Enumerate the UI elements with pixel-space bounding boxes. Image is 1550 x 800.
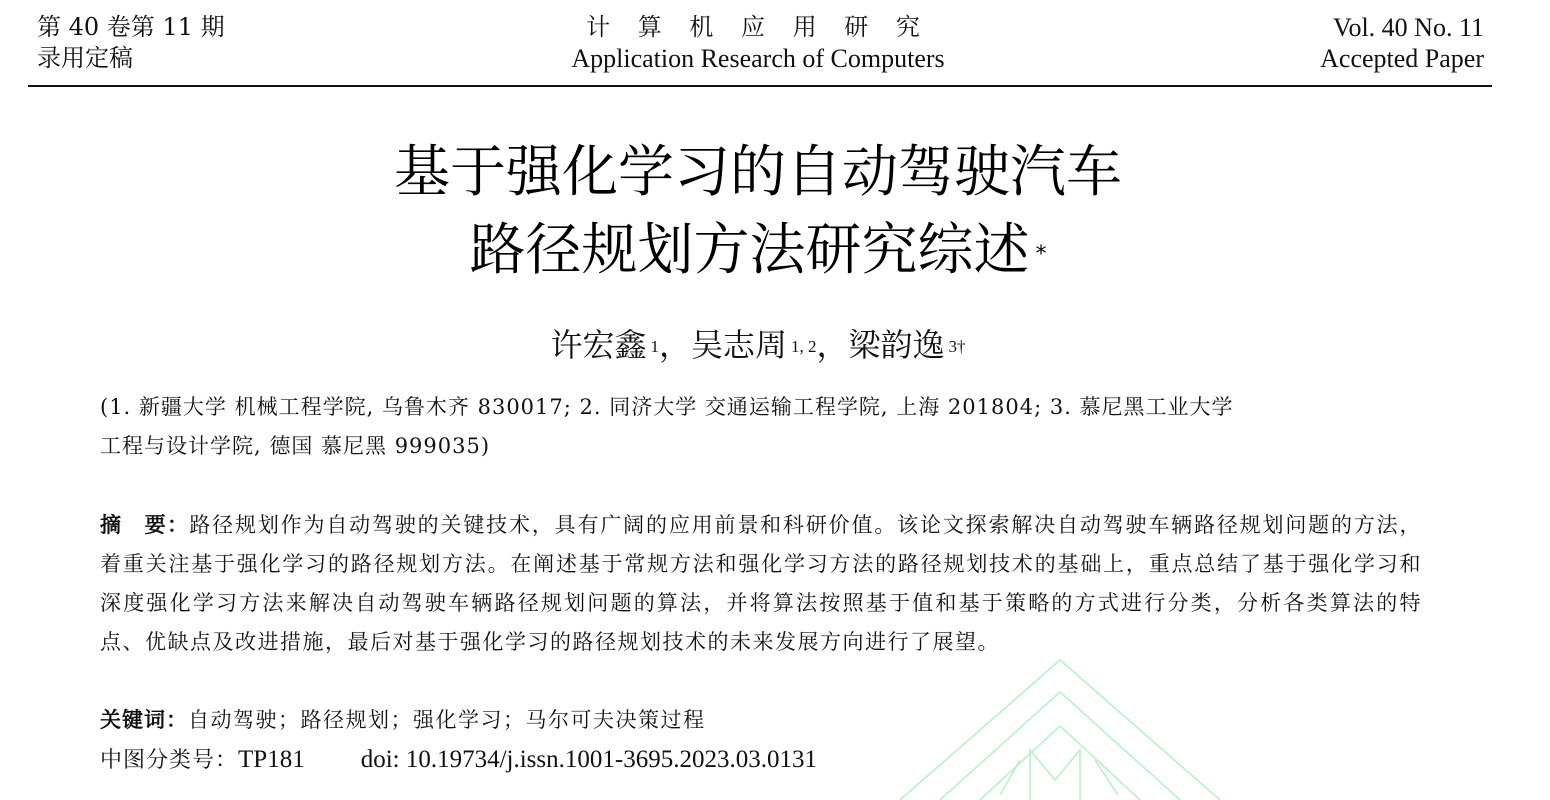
author-1: 许宏鑫	[550, 326, 647, 364]
affiliation-line-1: (1. 新疆大学 机械工程学院, 乌鲁木齐 830017; 2. 同济大学 交通运输工程学院, 上海 201804; 3. 慕尼黑工业大学	[100, 395, 1234, 419]
journal-name	[0, 12, 1516, 74]
title-line-2	[0, 212, 1516, 290]
header-divider	[28, 85, 1492, 87]
author-separator: ，	[816, 326, 849, 364]
author-list	[0, 322, 1516, 368]
author-3: 梁韵逸	[848, 326, 945, 364]
paper-title	[0, 134, 1516, 290]
title-line-1: 基于强化学习的自动驾驶汽车	[394, 140, 1122, 205]
author-3-affil: 3†	[948, 337, 966, 356]
title-line-2-text: 路径规划方法研究综述	[469, 218, 1030, 283]
author-separator: ，	[658, 326, 691, 364]
affiliations	[100, 388, 1422, 466]
title-footnote-mark: *	[1035, 242, 1047, 267]
volume-label: Vol. 40 No. 11	[1333, 13, 1484, 42]
issue-label: 第 40 卷第 11 期	[37, 13, 225, 41]
author-2-affil: 1, 2	[791, 337, 817, 356]
watermark	[880, 640, 1340, 800]
abstract-text: 路径规划作为自动驾驶的关键技术，具有广阔的应用前景和科研价值。该论文探索解决自动驾驶车辆路径规划问题的方法，着重关注基于强化学习的路径规划方法。在阐述基于常规方法和强化学习方法的路径规划技术的基础上，重点总结了基于强化学习和深度强化学习方法来解决自动驾驶车辆路径规划问题的算法，并将算法按照基于值和基于策略的方式进行分类，分析各类算法的特点、优缺点及改进措施，最后对基于强化学习的路径规划技术的未来发展方向进行了展望。	[100, 513, 1423, 654]
abstract-label: 摘 要：	[100, 513, 190, 537]
accepted-label-cn: 录用定稿	[37, 44, 133, 72]
keywords-label: 关键词：	[100, 708, 188, 732]
journal-volume	[1320, 12, 1484, 74]
accepted-label-en: Accepted Paper	[1320, 44, 1484, 73]
classification-label: 中图分类号：	[100, 748, 239, 773]
doi: doi: 10.19734/j.issn.1001-3695.2023.03.0131	[360, 746, 817, 773]
journal-name-cn: 计 算 机 应 用 研 究	[586, 13, 930, 41]
journal-name-en: Application Research of Computers	[571, 44, 945, 73]
classification-code: TP181	[238, 746, 305, 773]
affiliation-line-2: 工程与设计学院, 德国 慕尼黑 999035)	[100, 434, 491, 458]
keywords-text: 自动驾驶；路径规划；强化学习；马尔可夫决策过程	[188, 708, 706, 732]
author-2: 吴志周	[690, 326, 787, 364]
keywords	[100, 701, 706, 740]
abstract	[100, 506, 1422, 662]
author-1-affil: 1	[650, 337, 659, 356]
classification	[100, 740, 817, 780]
